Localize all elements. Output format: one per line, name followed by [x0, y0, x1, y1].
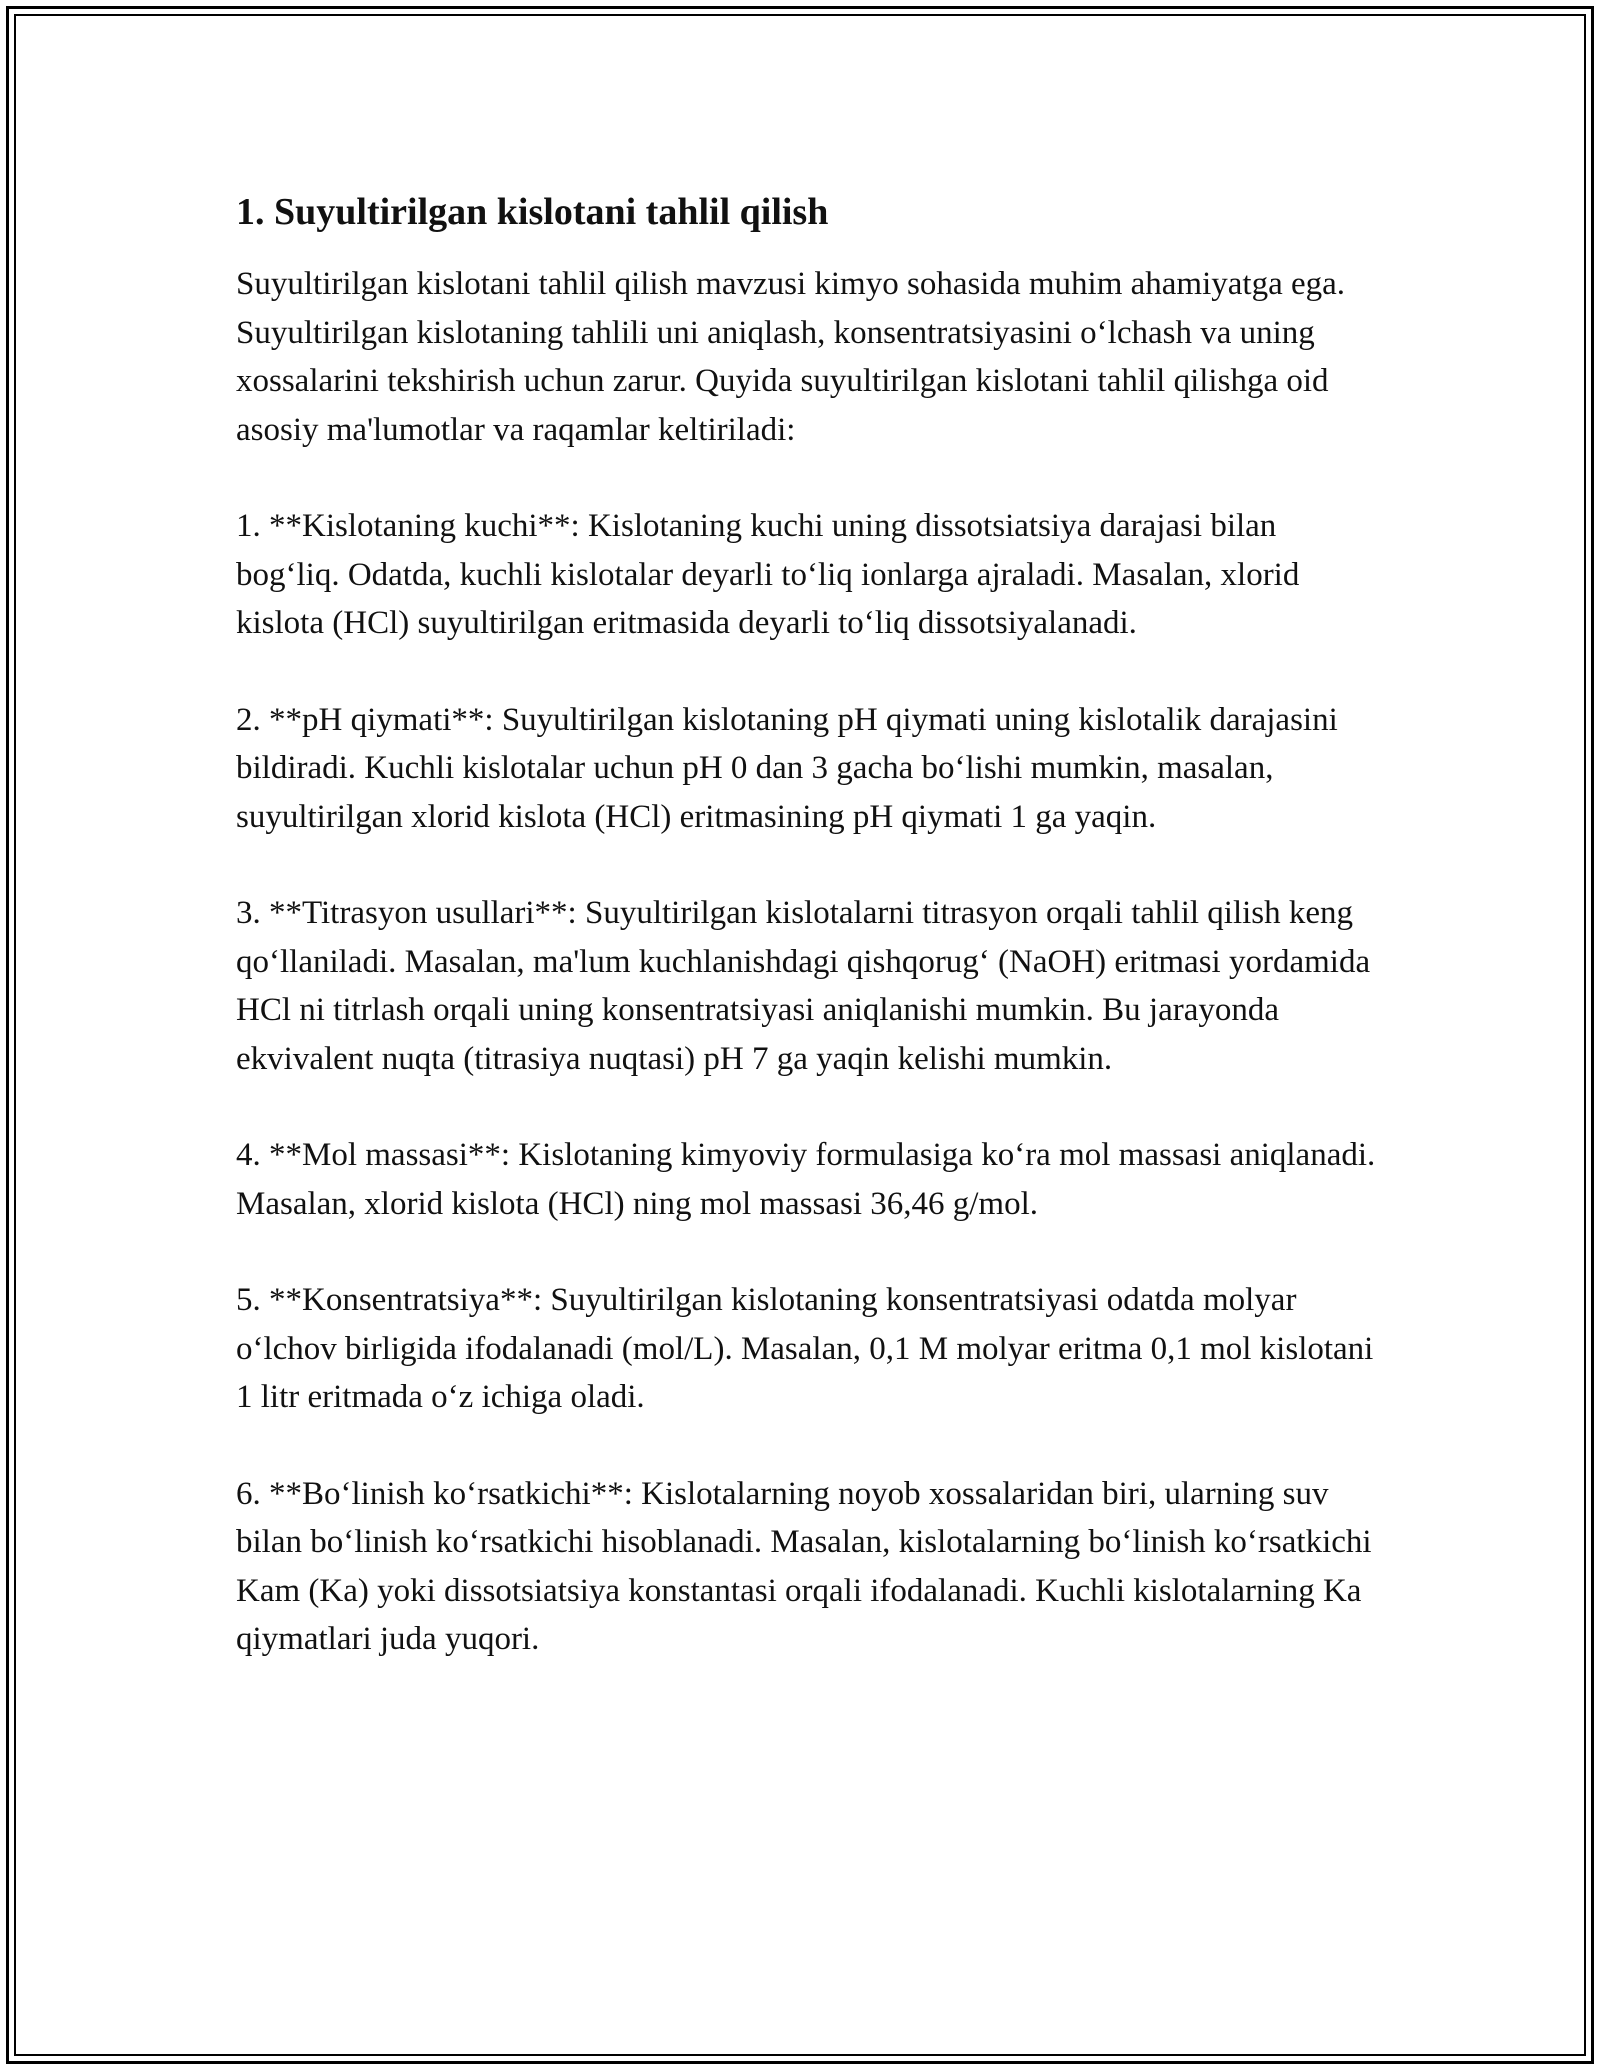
list-item-ph-value: 2. **pH qiymati**: Suyultirilgan kislotaning pH qiymati uning kislotalik darajasini bildiradi. Kuchli kislotalar uchun pH 0 dan 3 gacha bo‘lishi mumkin, masalan, suyultirilgan xlorid kislota (HCl) eritmasining pH qiymati 1 ga yaqin.	[236, 701, 1338, 835]
intro-paragraph: Suyultirilgan kislotani tahlil qilish mavzusi kimyo sohasida muhim ahamiyatga ega. Suyultirilgan kislotaning tahlili uni aniqlash, konsentratsiyasini o‘lchash va uning xossalarini tekshirish uchun zarur. Quyida suyultirilgan kislotani tahlil qilishga oid asosiy ma'lumotlar va raqamlar keltiriladi:	[236, 266, 1346, 448]
list-item-molar-mass: 4. **Mol massasi**: Kislotaning kimyoviy formulasiga ko‘ra mol massasi aniqlanadi. Masalan, xlorid kislota (HCl) ning mol massasi 36,46 g/mol.	[236, 1137, 1376, 1222]
list-item-dissociation-constant: 6. **Bo‘linish ko‘rsatkichi**: Kislotalarning noyob xossalaridan biri, ularning suv bilan bo‘linish ko‘rsatkichi hisoblanadi. Masalan, kislotalarning bo‘linish ko‘rsatkichi Kam (Ka) yoki dissotsiatsiya konstantasi orqali ifodalanadi. Kuchli kislotalarning Ka qiymatlari juda yuqori.	[236, 1475, 1372, 1657]
document-title: 1. Suyultirilgan kislotani tahlil qilish	[236, 191, 829, 233]
list-item-titration-methods: 3. **Titrasyon usullari**: Suyultirilgan kislotalarni titrasyon orqali tahlil qilish keng qo‘llaniladi. Masalan, ma'lum kuchlanishdagi qishqorug‘ (NaOH) eritmasi yordamida HCl ni titrlash orqali uning konsentratsiyasi aniqlanishi mumkin. Bu jarayonda ekvivalent nuqta (titrasiya nuqtasi) pH 7 ga yaqin kelishi mumkin.	[236, 895, 1371, 1077]
document-body	[236, 188, 1376, 1712]
list-item-acid-strength: 1. **Kislotaning kuchi**: Kislotaning kuchi uning dissotsiatsiya darajasi bilan bog‘liq. Odatda, kuchli kislotalar deyarli to‘liq ionlarga ajraladi. Masalan, xlorid kislota (HCl) suyultirilgan eritmasida deyarli to‘liq dissotsiyalanadi.	[236, 508, 1300, 641]
list-item-concentration: 5. **Konsentratsiya**: Suyultirilgan kislotaning konsentratsiyasi odatda molyar o‘lchov birligida ifodalanadi (mol/L). Masalan, 0,1 M molyar eritma 0,1 mol kislotani 1 litr eritmada o‘z ichiga oladi.	[236, 1282, 1374, 1415]
